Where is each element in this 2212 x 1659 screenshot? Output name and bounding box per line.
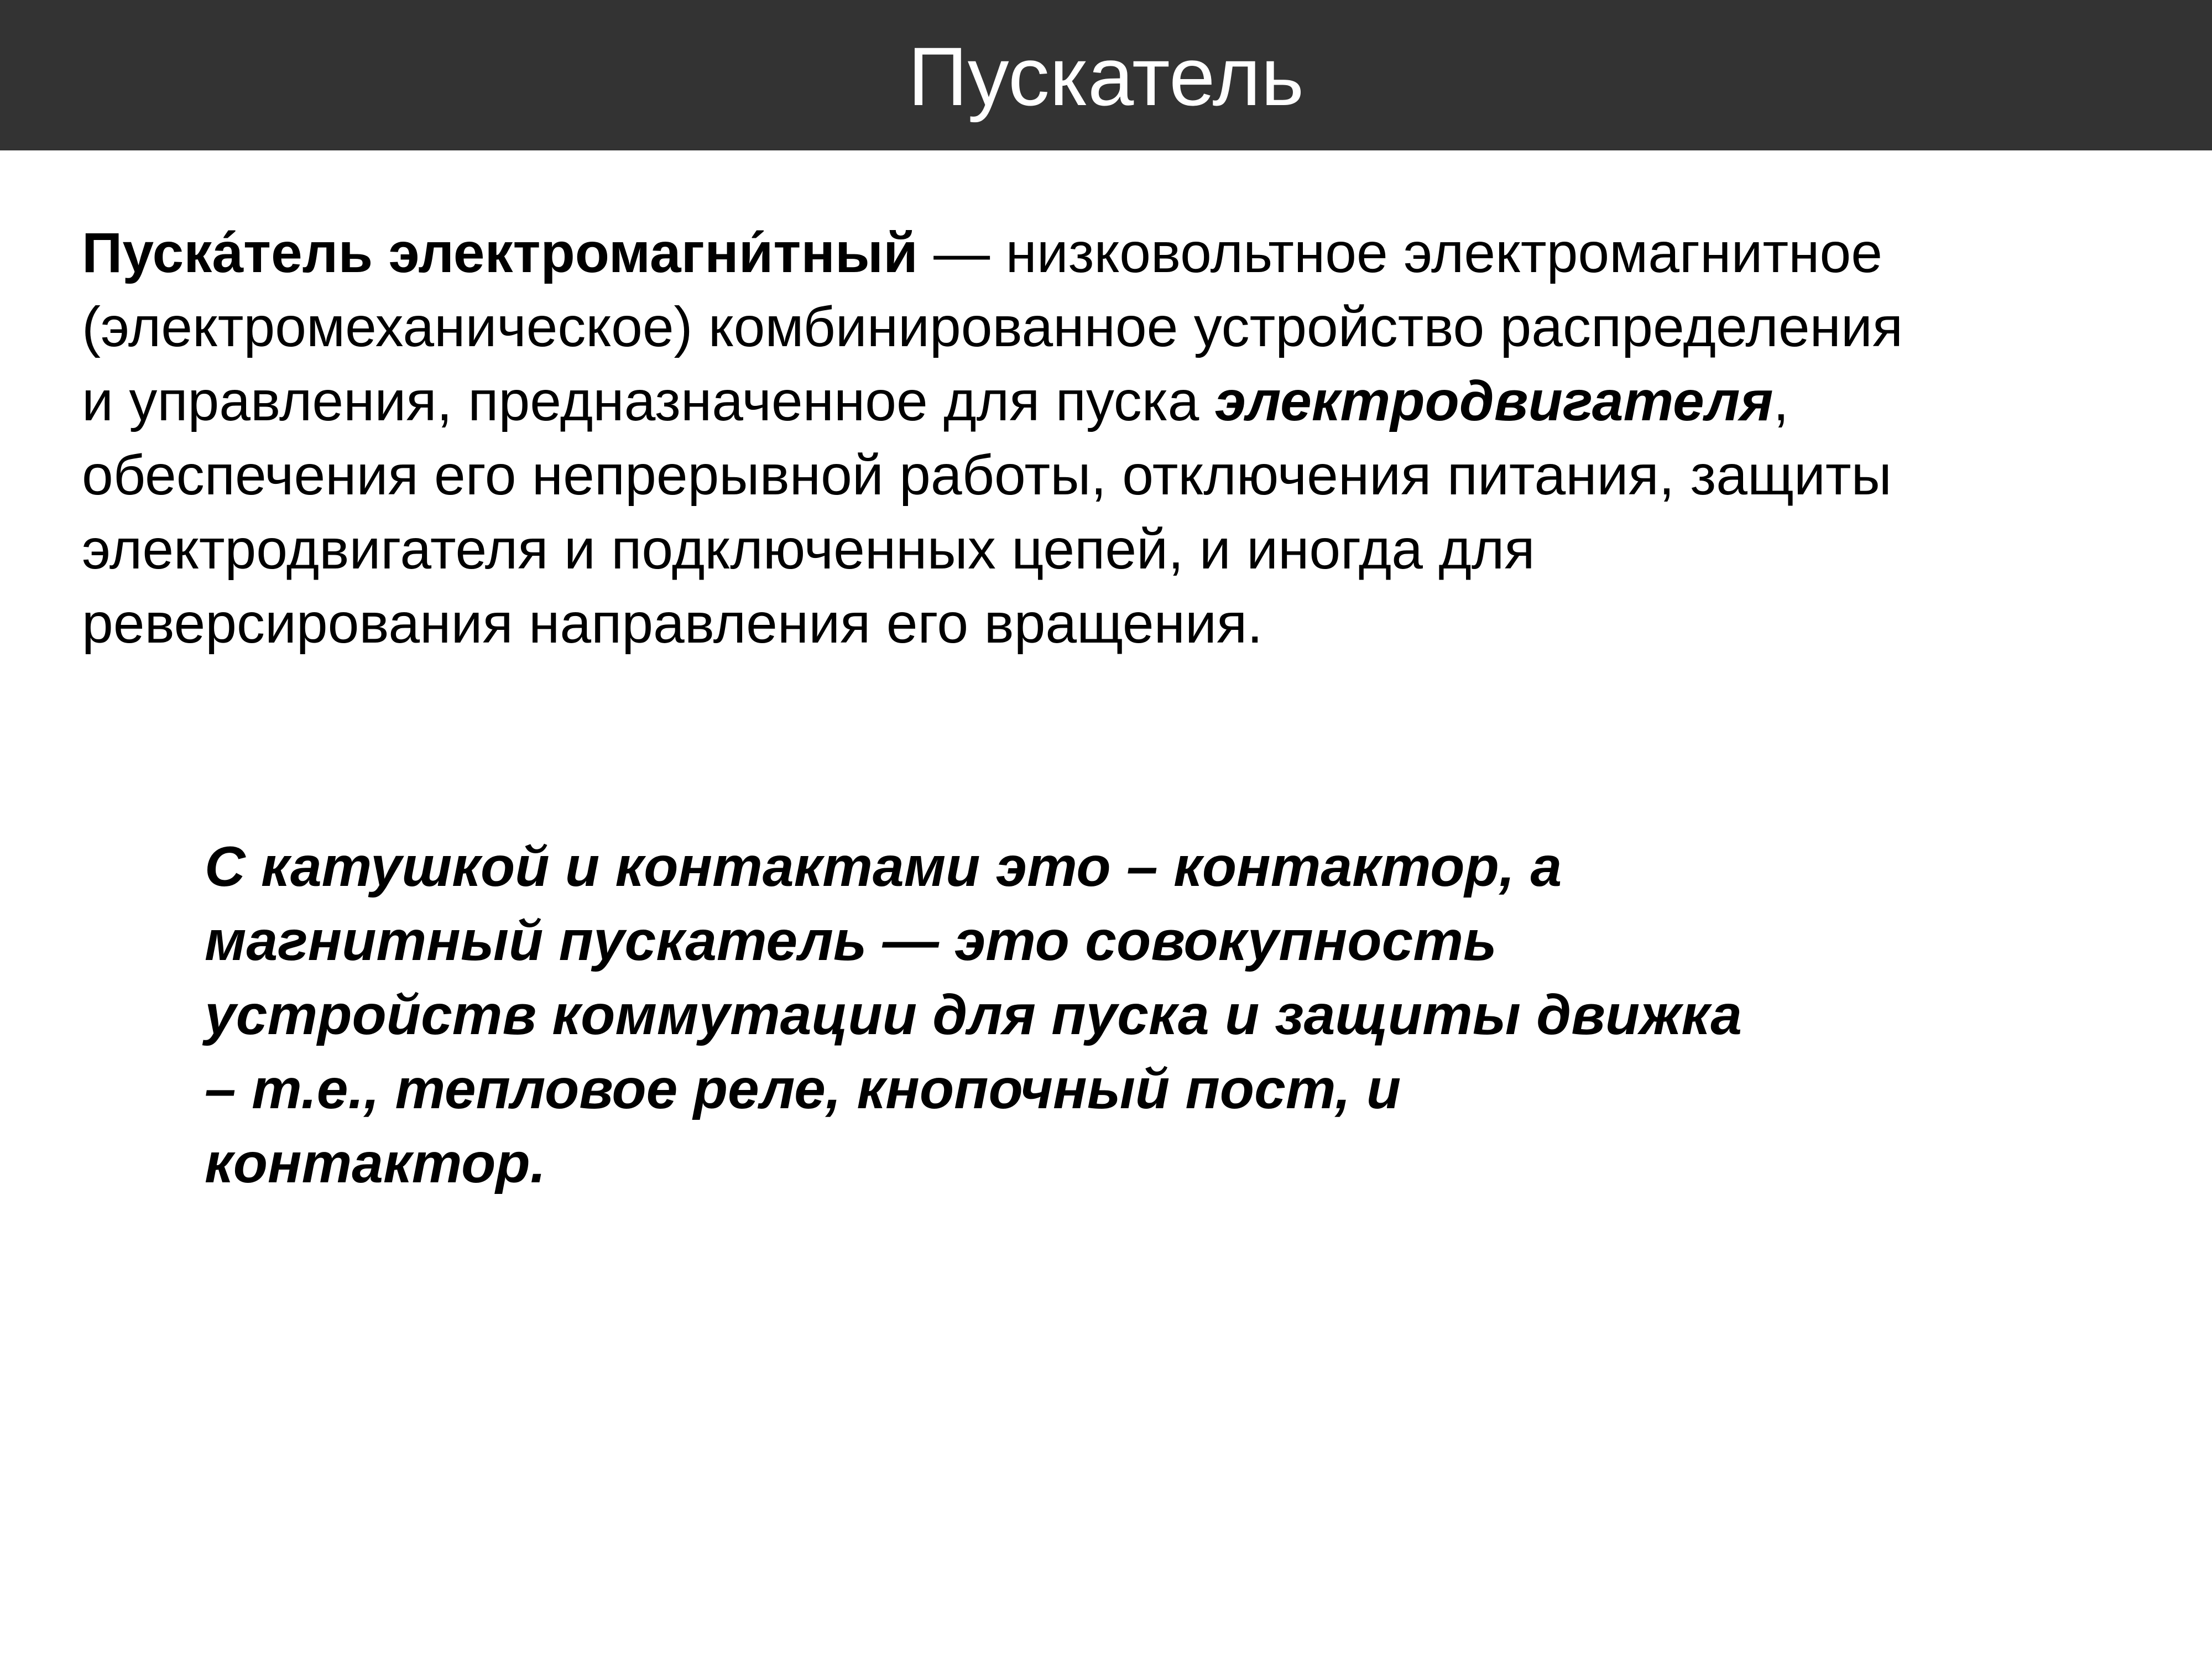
definition-line-4: обеспечения его непрерывной работы, отключения питания, защиты (82, 444, 1892, 507)
definition-paragraph (82, 216, 2128, 660)
definition-line-2: (электромеханическое) комбинированное устройство распределения (82, 295, 1903, 358)
definition-line-3-text: и управления, предназначенное для пуска (82, 369, 1215, 432)
definition-line-5: электродвигателя и подключенных цепей, и иногда для (82, 518, 1535, 581)
definition-line-3 (82, 364, 2128, 438)
definition-line-3-comma: , (1773, 369, 1789, 432)
definition-line-1 (82, 216, 2128, 290)
note-line: контактор. (205, 1131, 546, 1194)
note-line: устройств коммутации для пуска и защиты движка (205, 983, 1742, 1046)
note-line: – т.е., тепловое реле, кнопочный пост, и (205, 1057, 1401, 1120)
definition-line-6: реверсирования направления его вращения. (82, 592, 1263, 655)
slide-title: Пускатель (907, 30, 1305, 123)
note-line: магнитный пускатель — это совокупность (205, 909, 1497, 972)
note-paragraph (205, 830, 2140, 1200)
definition-term: Пуска́тель электромагни́тный (82, 221, 918, 284)
motor-emphasis: электродвигателя (1214, 369, 1773, 432)
definition-line-1-text: — низковольтное электромагнитное (917, 221, 1882, 284)
note-line: С катушкой и контактами это – контактор, а (205, 835, 1562, 898)
title-bar (0, 0, 2212, 150)
